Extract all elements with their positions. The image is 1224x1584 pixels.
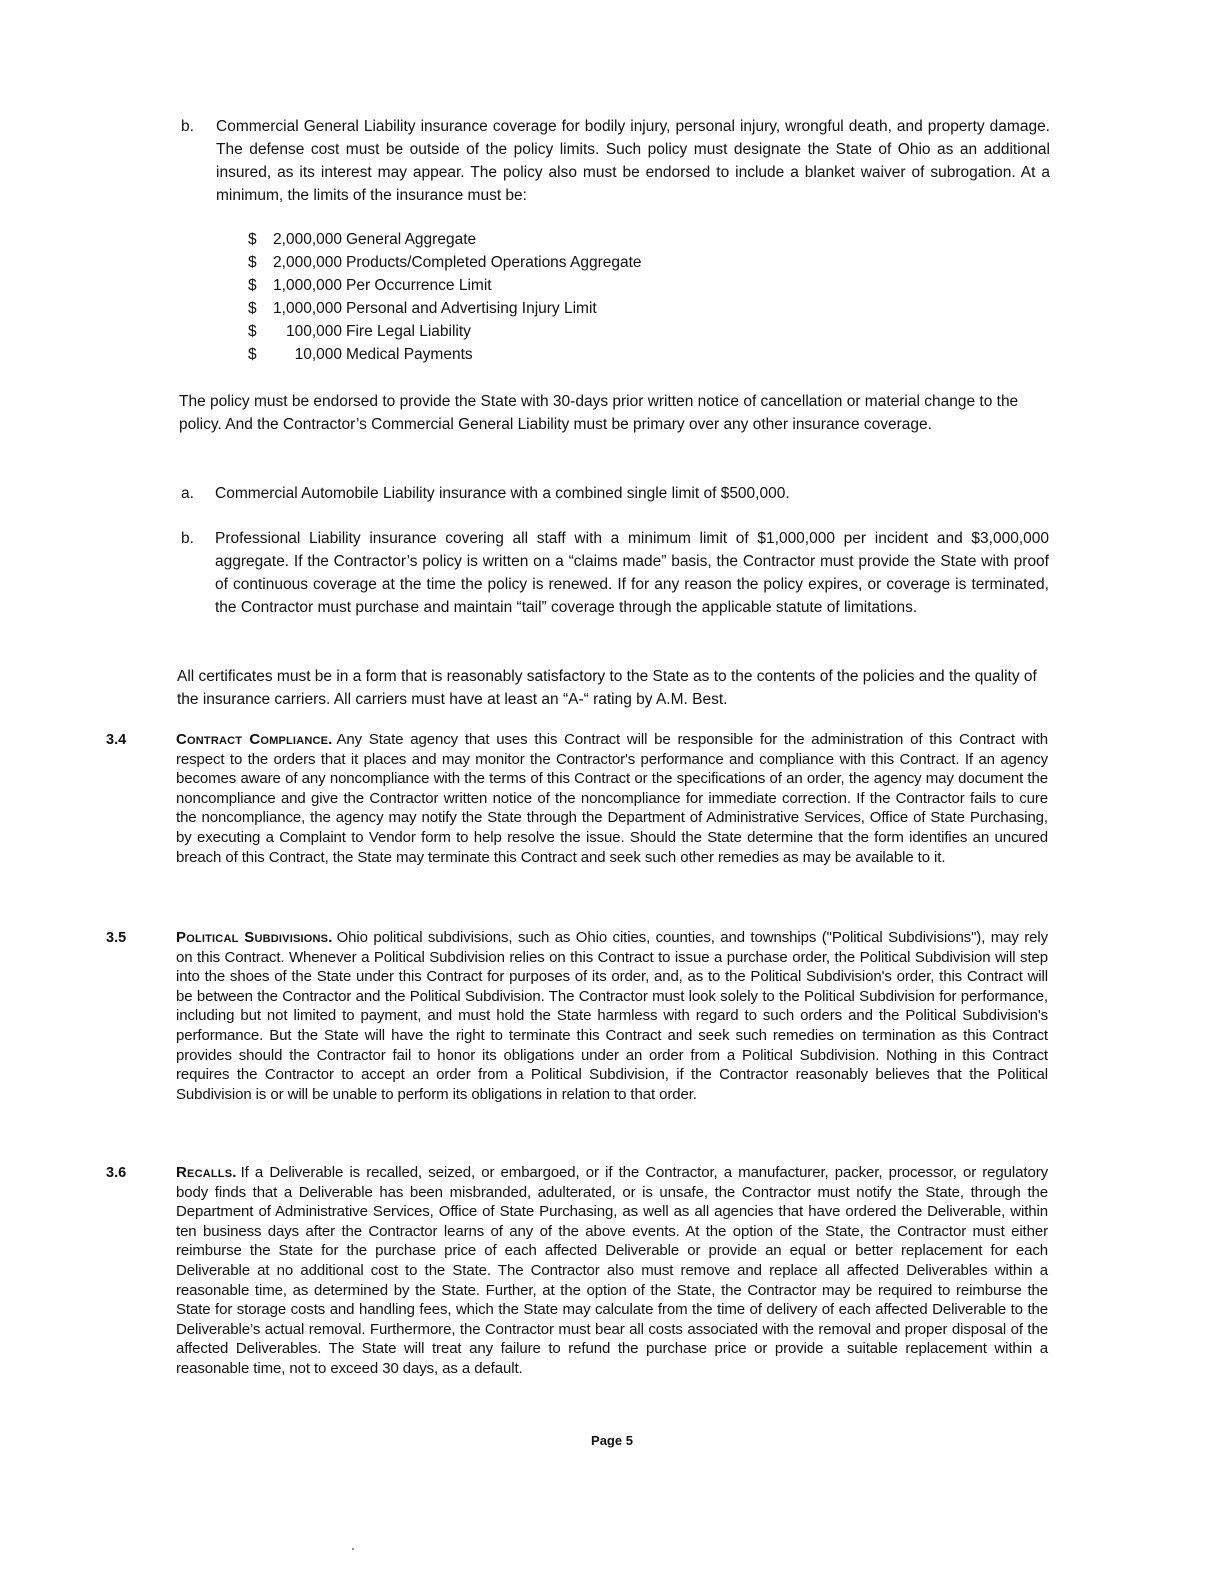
page-number: Page 5 xyxy=(591,1433,633,1448)
limit-row: $ 1,000,000 Per Occurrence Limit xyxy=(248,277,492,294)
insurance-limits-list xyxy=(248,228,642,366)
section-heading: Recalls. xyxy=(176,1164,237,1181)
list-marker: b. xyxy=(181,530,194,547)
insurance-item-automobile: Commercial Automobile Liability insurance with a combined single limit of $500,000. xyxy=(215,485,790,502)
insurance-item-professional: Professional Liability insurance covering all staff with a minimum limit of $1,000,000 per incident and $3,000,000 aggregate. If the Contractor’s policy is written on a “claims made” basis, the Contractor must provide the State with proof of continuous coverage at the time the policy is renewed. If for any reason the policy expires, or coverage is terminated, the Contractor must purchase and maintain “tail” coverage through the applicable statute of limitations. xyxy=(215,530,1049,616)
limit-row: $ 1,000,000 Personal and Advertising Injury Limit xyxy=(248,300,597,317)
limit-row: $ 2,000,000 Products/Completed Operations Aggregate xyxy=(248,254,642,271)
certificates-paragraph: All certificates must be in a form that is reasonably satisfactory to the State as to the contents of the policies and the quality of the insurance carriers. All carriers must have at least an “A-“ rating by A.M. Best. xyxy=(177,668,1037,708)
section-political-subdivisions xyxy=(176,928,1048,1104)
list-marker: b. xyxy=(181,118,194,135)
section-number: 3.5 xyxy=(106,930,127,946)
section-text: Any State agency that uses this Contract will be responsible for the administration of this Contract with respect to the orders that it places and may monitor the Contractor's performance and compliance with this Contract. If an agency becomes aware of any noncompliance with the terms of this Contract or the specifications of an order, the agency may document the noncompliance and give the Contractor written notice of the noncompliance for immediate correction. If the Contractor fails to cure the noncompliance, the agency may notify the State through the Department of Administrative Services, Office of State Purchasing, by executing a Complaint to Vendor form to help resolve the issue. Should the State determine that the form identifies an uncured breach of this Contract, the State may terminate this Contract and seek such other remedies as may be available to it. xyxy=(176,731,1048,866)
section-number: 3.6 xyxy=(106,1165,127,1181)
limit-row: $ 100,000 Fire Legal Liability xyxy=(248,323,471,340)
limit-row: $ 10,000 Medical Payments xyxy=(248,346,473,363)
section-heading: Contract Compliance. xyxy=(176,731,333,748)
section-contract-compliance xyxy=(176,730,1048,867)
section-text: If a Deliverable is recalled, seized, or embargoed, or if the Contractor, a manufacturer, packer, processor, or regulatory body finds that a Deliverable has been misbranded, adulterated, or is unsafe, the Contractor must notify the State, through the Department of Administrative Services, Office of State Purchasing, as well as all agencies that have ordered the Deliverable, within ten business days after the Contractor learns of any of the above events. At the option of the State, the Contractor must either reimburse the State for the purchase price of each affected Deliverable or provide an equal or better replacement for each Deliverable at no additional cost to the State. The Contractor also must remove and replace all affected Deliverables within a reasonable time, as determined by the State. Further, at the option of the State, the Contractor may be required to reimburse the State for storage costs and handling fees, which the State may calculate from the time of delivery of each affected Deliverable to the Deliverable’s actual removal. Furthermore, the Contractor must bear all costs associated with the removal and proper disposal of the affected Deliverables. The State will treat any failure to refund the purchase price or provide a suitable replacement within a reasonable time, not to exceed 30 days, as a default. xyxy=(176,1164,1048,1377)
section-recalls xyxy=(176,1163,1048,1379)
insurance-item-general-liability: Commercial General Liability insurance coverage for bodily injury, personal injury, wrongful death, and property damage. The defense cost must be outside of the policy limits. Such policy must designate the State of Ohio as an additional insured, as its interest may appear. The policy also must be endorsed to include a blanket waiver of subrogation. At a minimum, the limits of the insurance must be: xyxy=(216,118,1050,204)
endorsement-paragraph: The policy must be endorsed to provide the State with 30-days prior written notice of cancellation or material change to the policy. And the Contractor’s Commercial General Liability must be primary over any other insurance coverage. xyxy=(179,393,1019,433)
section-text: Ohio political subdivisions, such as Ohio cities, counties, and townships ("Political Subdivisions"), may rely on this Contract. Whenever a Political Subdivision relies on this Contract to issue a purchase order, the Political Subdivision will step into the shoes of the State under this Contract for purposes of its order, and, as to the Political Subdivision's order, this Contract will be between the Contractor and the Political Subdivision. The Contractor must look solely to the Political Subdivision for performance, including but not limited to payment, and must hold the State harmless with regard to such orders and the Political Subdivision's performance. But the State will have the right to terminate this Contract and seek such remedies on termination as this Contract provides should the Contractor fail to honor its obligations under an order from a Political Subdivision. Nothing in this Contract requires the Contractor to accept an order from a Political Subdivision, if the Contractor reasonably believes that the Political Subdivision is or will be unable to perform its obligations in relation to that order. xyxy=(176,929,1048,1103)
scan-speck xyxy=(352,1548,354,1550)
list-marker: a. xyxy=(181,485,194,502)
section-heading: Political Subdivisions. xyxy=(176,929,333,946)
section-number: 3.4 xyxy=(106,732,127,748)
limit-row: $ 2,000,000 General Aggregate xyxy=(248,231,477,248)
